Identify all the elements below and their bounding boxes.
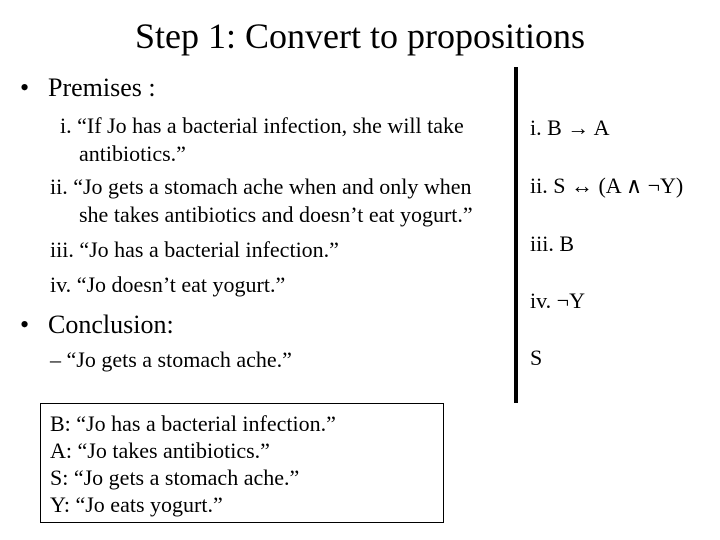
proposition-1: i. B → A bbox=[530, 115, 610, 140]
premise-2-line-2: she takes antibiotics and doesn’t eat yogurt.” bbox=[79, 202, 473, 227]
slide-title: Step 1: Convert to propositions bbox=[135, 16, 585, 56]
premise-3 bbox=[50, 236, 339, 264]
premise-1-line-2: antibiotics.” bbox=[79, 141, 186, 166]
premise-1-text: “If Jo has a bacterial infection, she will take bbox=[77, 113, 464, 138]
proposition-2: ii. S ↔ (A ∧ ¬Y) bbox=[530, 173, 684, 198]
premises-heading-text: Premises : bbox=[48, 73, 156, 102]
premise-2-number: ii. bbox=[50, 174, 68, 199]
legend-item-y: Y: “Jo eats yogurt.” bbox=[50, 492, 223, 517]
premise-1-number: i. bbox=[60, 113, 72, 138]
proposition-3: iii. B bbox=[530, 231, 575, 256]
proposition-5: S bbox=[530, 345, 543, 370]
conclusion-item bbox=[50, 346, 292, 374]
legend-item-a: A: “Jo takes antibiotics.” bbox=[50, 438, 270, 463]
premises-heading bbox=[20, 73, 156, 103]
dash-marker: – bbox=[50, 347, 61, 372]
premise-1-line-1 bbox=[60, 112, 464, 140]
premise-2-line-1 bbox=[50, 173, 472, 201]
premise-4-number: iv. bbox=[50, 272, 72, 297]
conclusion-text: “Jo gets a stomach ache.” bbox=[66, 347, 292, 372]
bullet-icon: • bbox=[20, 310, 30, 339]
premise-2-text: “Jo gets a stomach ache when and only when bbox=[73, 174, 472, 199]
legend-item-b: B: “Jo has a bacterial infection.” bbox=[50, 411, 336, 436]
premise-3-text: “Jo has a bacterial infection.” bbox=[79, 237, 339, 262]
column-divider bbox=[514, 67, 518, 403]
conclusion-heading-text: Conclusion: bbox=[48, 310, 174, 339]
premise-3-number: iii. bbox=[50, 237, 74, 262]
proposition-4: iv. ¬Y bbox=[530, 288, 585, 313]
conclusion-heading bbox=[20, 310, 174, 340]
premise-4-text: “Jo doesn’t eat yogurt.” bbox=[76, 272, 286, 297]
premise-4 bbox=[50, 271, 285, 299]
legend-item-s: S: “Jo gets a stomach ache.” bbox=[50, 465, 300, 490]
bullet-icon: • bbox=[20, 73, 30, 102]
